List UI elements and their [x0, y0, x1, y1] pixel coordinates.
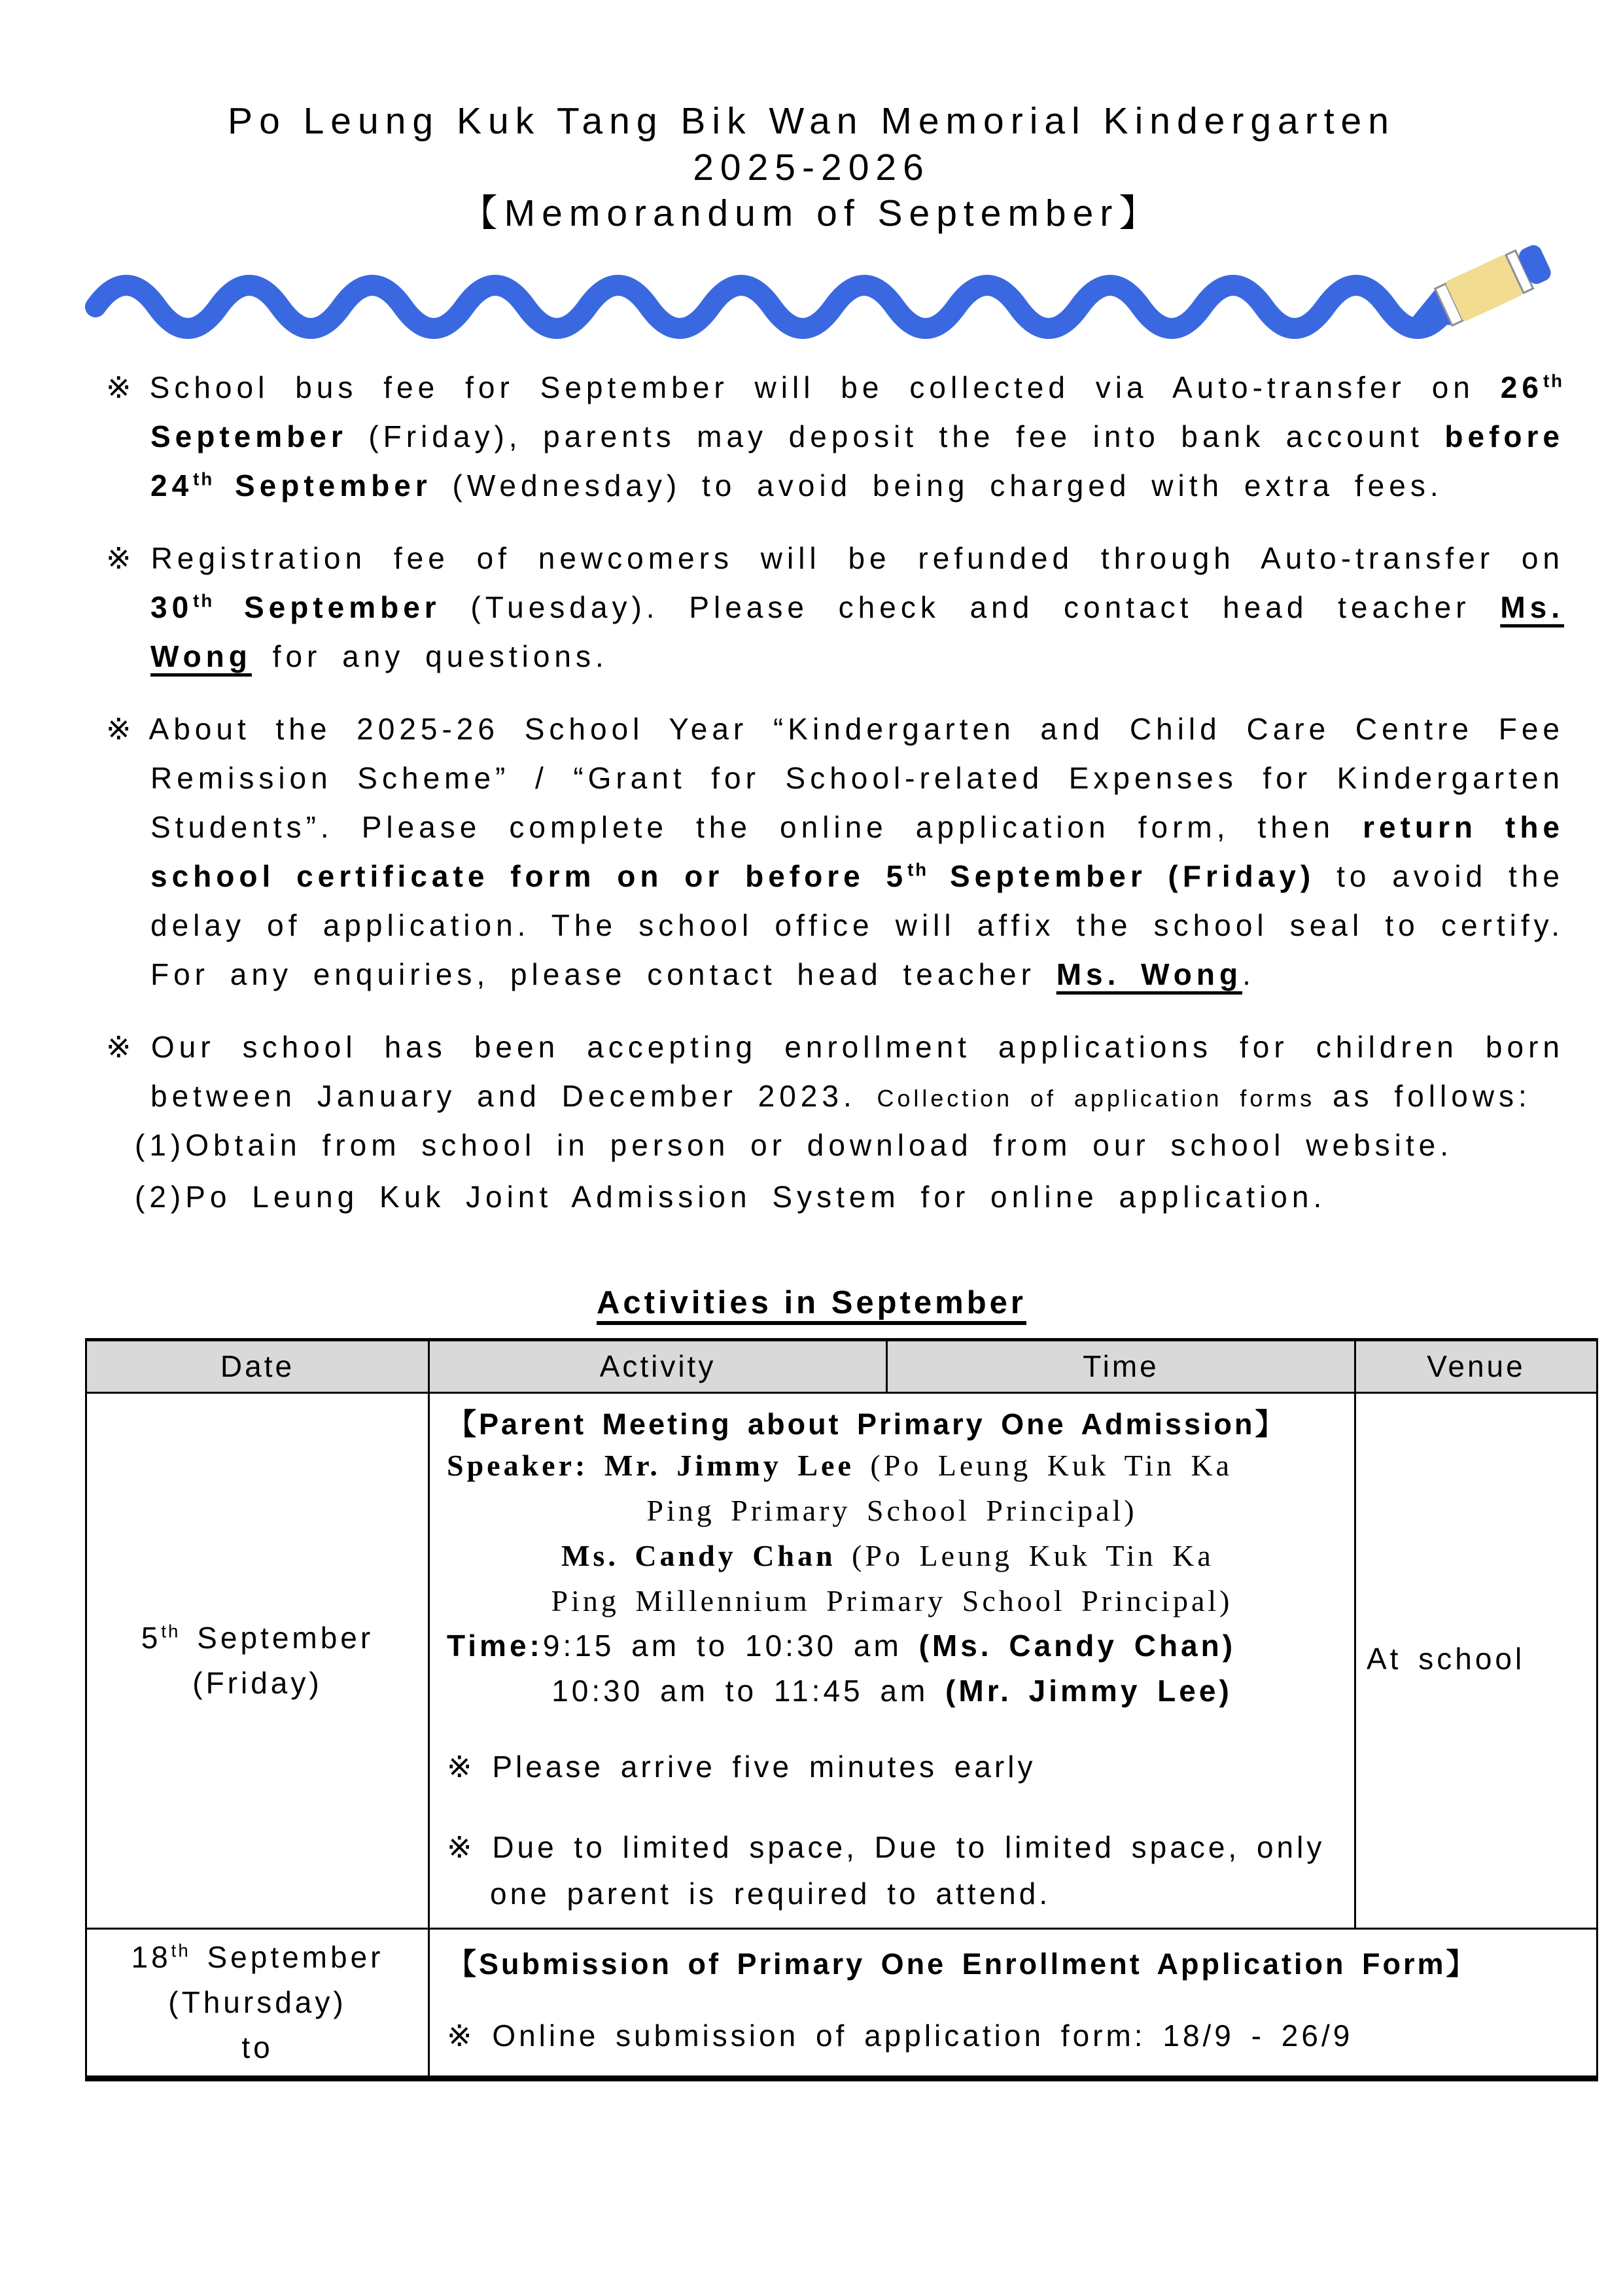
col-header-time: Time [887, 1339, 1355, 1392]
text-run: About the 2025-26 School Year “Kindergarten and Child Care Centre Fee Remission Scheme” / “Grant for School-related Expenses for Kindergarten Students”. Please complete the online application form, then [148, 711, 1564, 844]
text-run: th [161, 1621, 181, 1642]
bullet-block [106, 1023, 1564, 1121]
wave-line [96, 285, 1448, 328]
date-line-block [92, 2025, 423, 2070]
bullet-block [106, 363, 1564, 510]
reference-mark: ※ [106, 540, 143, 575]
speaker-block [447, 1488, 1337, 1533]
text-run: to [241, 2030, 273, 2065]
table-header-row [86, 1339, 1597, 1392]
date-cell [86, 1392, 429, 1929]
act-title-block [447, 1400, 1337, 1443]
text-run: (Po Leung Kuk Tin Ka [870, 1448, 1233, 1482]
document-header [0, 0, 1623, 237]
table-row [86, 1392, 1597, 1929]
col-header-activity: Activity [429, 1339, 887, 1392]
memo-body [106, 363, 1564, 1222]
text-run: September [214, 590, 441, 624]
text-run: th [1543, 370, 1564, 391]
date-cell [86, 1929, 429, 2079]
text-run: (Ms. Candy Chan) [918, 1628, 1236, 1663]
text-run: 5 [141, 1620, 162, 1655]
timeline-block [447, 1623, 1337, 1669]
text-run: School bus fee for September will be collected via Auto-transfer on [149, 370, 1501, 405]
text-run: Our school has been accepting enrollment applications for children born between January and December 2023. [150, 1029, 1564, 1113]
act-title-block [447, 1940, 1579, 1983]
text-run: 【Submission of Primary One Enrollment Application Form】 [447, 1947, 1478, 1981]
text-run: as follows: [1333, 1078, 1531, 1113]
crayon-wave-divider [0, 245, 1623, 353]
school-name: Po Leung Kuk Tang Bik Wan Memorial Kindergarten [228, 100, 1395, 142]
text-run: Ms. Wong [1056, 957, 1243, 991]
text-run: return the school certificate form on or before 5 [150, 809, 1564, 893]
text-run: September [150, 419, 347, 453]
text-run: September (Friday) [928, 858, 1316, 893]
text-run: September [214, 468, 432, 503]
school-year: 2025-2026 [693, 146, 930, 188]
text-run: 【Parent Meeting about Primary One Admission】 [447, 1407, 1287, 1441]
col-header-venue: Venue [1355, 1339, 1597, 1392]
col-header-date: Date [86, 1339, 429, 1392]
text-run: Collection of application forms [877, 1085, 1333, 1112]
reference-mark: ※ [106, 711, 141, 746]
text-run: Time: [447, 1628, 543, 1663]
note-block [447, 1744, 1337, 1790]
reference-mark: ※ [106, 370, 141, 405]
text-run: (Po Leung Kuk Tin Ka [852, 1538, 1214, 1572]
text-run: 10:30 am to 11:45 am [551, 1673, 946, 1708]
text-run: ※ Please arrive five minutes early [447, 1749, 1036, 1784]
date-line-block [92, 1661, 423, 1706]
bullet-block [106, 705, 1564, 999]
text-run: ※ Due to limited space, Due to limited space, only one parent is required to attend. [447, 1829, 1325, 1911]
activity-cell [429, 1392, 1355, 1929]
text-run: (Tuesday). Please check and contact head teacher [440, 590, 1501, 624]
speaker-block [447, 1443, 1337, 1488]
text-run: . [1242, 957, 1255, 991]
bullet-block [106, 534, 1564, 681]
text-run: Ms. Wong [150, 590, 1564, 673]
text-run: (Friday), parents may deposit the fee into bank account [347, 419, 1445, 453]
text-run: th [171, 1941, 190, 1962]
text-run: 18 [131, 1940, 171, 1975]
memo-title: 【Memorandum of September】 [460, 192, 1163, 235]
subitem-block [135, 1173, 1564, 1222]
note-block [447, 2013, 1579, 2059]
text-run: (2)Po Leung Kuk Joint Admission System for online application. [135, 1179, 1327, 1214]
text-run: September [180, 1620, 374, 1655]
activities-title: Activities in September [597, 1284, 1026, 1320]
text-run: 26 [1500, 370, 1543, 405]
text-run: (Friday) [192, 1665, 323, 1700]
text-run: before 24 [150, 419, 1564, 503]
text-run: 9:15 am to 10:30 am [542, 1628, 919, 1663]
activities-table [85, 1338, 1598, 2082]
text-run: th [193, 468, 215, 489]
text-run: September [190, 1940, 384, 1975]
text-run: th [193, 590, 215, 611]
text-run: for any questions. [251, 639, 608, 673]
timeline-block [447, 1669, 1337, 1714]
text-run: (Wednesday) to avoid being charged with extra fees. [431, 468, 1443, 503]
text-run: Ping Millennium Primary School Principal) [551, 1583, 1233, 1617]
venue-cell: At school [1355, 1392, 1597, 1929]
text-run: (1)Obtain from school in person or download from our school website. [135, 1127, 1454, 1162]
note-block [447, 1824, 1337, 1918]
text-run: ※ Online submission of application form: 18/9 - 26/9 [447, 2019, 1353, 2053]
text-run: 30 [150, 590, 194, 624]
text-run: th [907, 859, 929, 880]
date-line-block [92, 1935, 423, 1980]
date-line-block [92, 1616, 423, 1661]
date-line-block [92, 1980, 423, 2025]
text-run: Registration fee of newcomers will be refunded through Auto-transfer on [150, 540, 1564, 575]
text-run: Ping Primary School Principal) [646, 1493, 1138, 1527]
text-run: Ms. Candy Chan [561, 1538, 852, 1572]
reference-mark: ※ [106, 1029, 143, 1064]
text-run: to avoid the delay of application. The school office will affix the school seal to certify. For any enquiries, please contact head teacher [150, 858, 1565, 991]
subitem-block [135, 1121, 1564, 1170]
speaker-block [447, 1533, 1337, 1578]
text-run: (Mr. Jimmy Lee) [945, 1673, 1232, 1708]
text-run: Speaker: Mr. Jimmy Lee [447, 1448, 871, 1482]
speaker-block [447, 1578, 1337, 1623]
table-row [86, 1929, 1597, 2079]
text-run: (Thursday) [168, 1985, 347, 2020]
activity-cell [429, 1929, 1597, 2079]
